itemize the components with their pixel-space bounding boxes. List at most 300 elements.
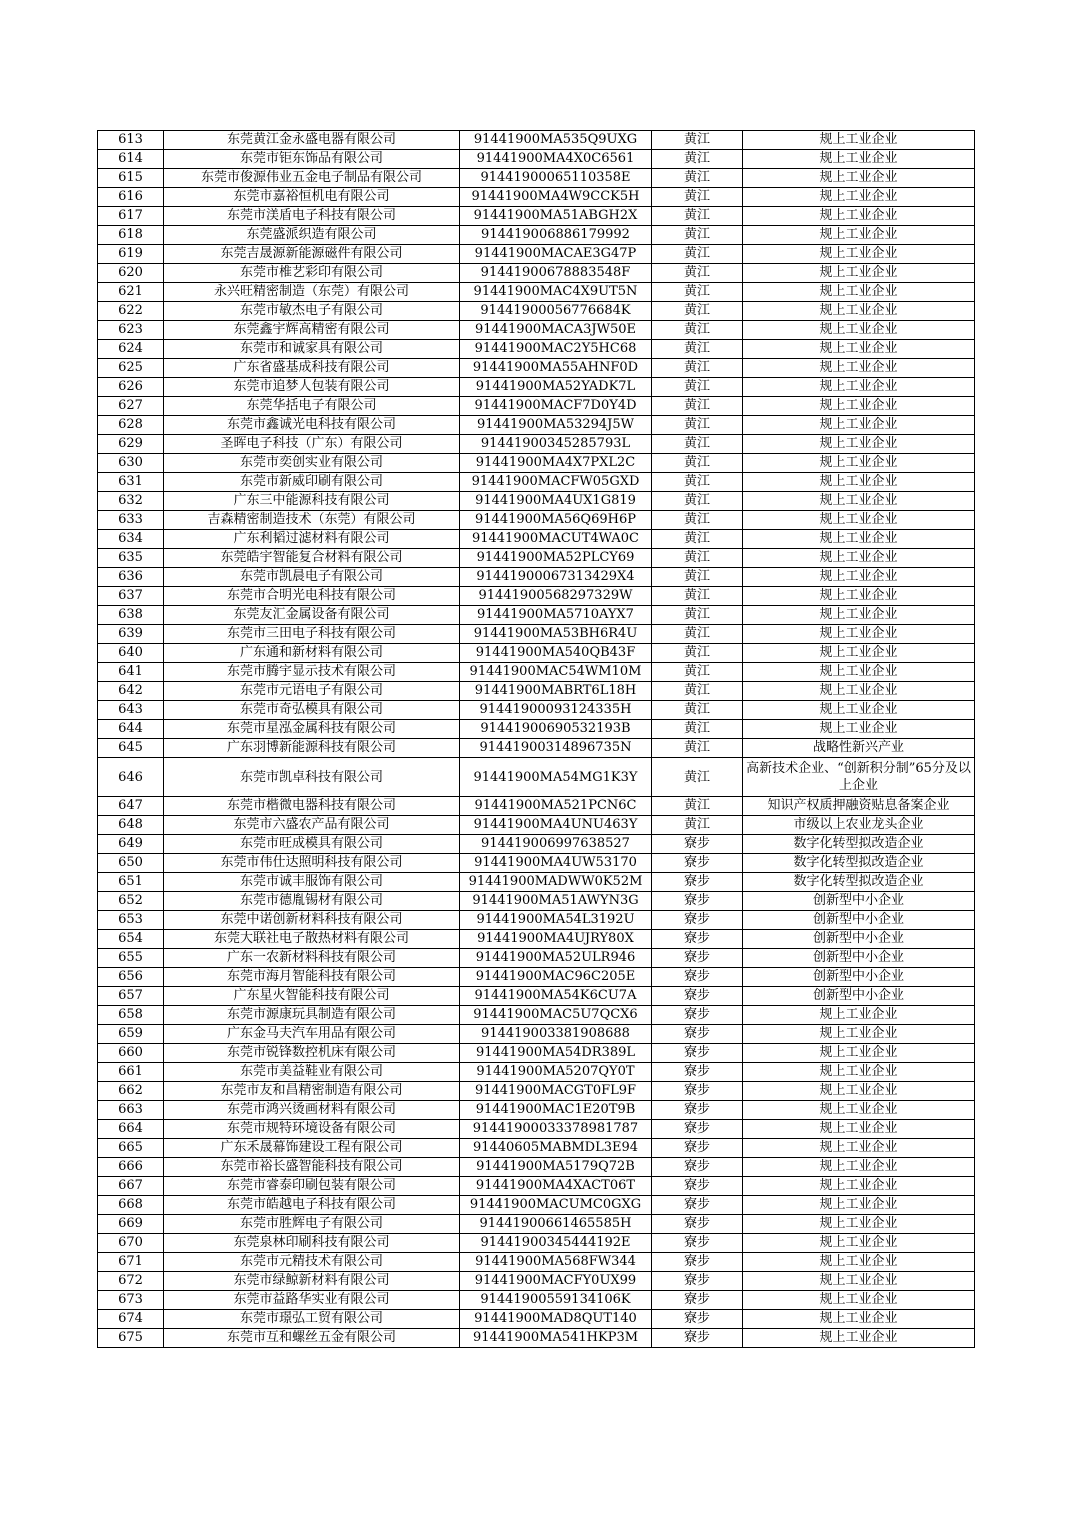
credit-code: 91441900MA535Q9UXG <box>460 131 652 150</box>
enterprise-category: 创新型中小企业 <box>743 949 975 968</box>
credit-code: 91441900MACFW05GXD <box>460 473 652 492</box>
row-number: 650 <box>98 854 164 873</box>
company-name: 东莞市凯卓科技有限公司 <box>164 758 460 797</box>
table-row <box>98 568 975 587</box>
enterprise-category: 市级以上农业龙头企业 <box>743 816 975 835</box>
town: 黄江 <box>652 473 743 492</box>
credit-code: 91441900MAC2Y5HC68 <box>460 340 652 359</box>
credit-code: 91441900568297329W <box>460 587 652 606</box>
credit-code: 91441900MA541HKP3M <box>460 1329 652 1348</box>
enterprise-category: 规上工业企业 <box>743 245 975 264</box>
town: 寮步 <box>652 1272 743 1291</box>
company-name: 东莞市元语电子有限公司 <box>164 682 460 701</box>
table-row <box>98 264 975 283</box>
row-number: 615 <box>98 169 164 188</box>
row-number: 645 <box>98 739 164 758</box>
town: 寮步 <box>652 835 743 854</box>
table-row <box>98 987 975 1006</box>
row-number: 666 <box>98 1158 164 1177</box>
row-number: 671 <box>98 1253 164 1272</box>
town: 黄江 <box>652 359 743 378</box>
town: 寮步 <box>652 854 743 873</box>
table-row <box>98 245 975 264</box>
table-row <box>98 930 975 949</box>
credit-code: 91441900345285793L <box>460 435 652 454</box>
enterprise-category: 创新型中小企业 <box>743 892 975 911</box>
credit-code: 91441900314896735N <box>460 739 652 758</box>
row-number: 638 <box>98 606 164 625</box>
town: 寮步 <box>652 892 743 911</box>
town: 黄江 <box>652 758 743 797</box>
table-row <box>98 435 975 454</box>
company-name: 东莞市三田电子科技有限公司 <box>164 625 460 644</box>
row-number: 669 <box>98 1215 164 1234</box>
credit-code: 91441900033378981787 <box>460 1120 652 1139</box>
row-number: 670 <box>98 1234 164 1253</box>
enterprise-category: 规上工业企业 <box>743 150 975 169</box>
credit-code: 91441900MA4XACT06T <box>460 1177 652 1196</box>
row-number: 662 <box>98 1082 164 1101</box>
company-name: 东莞黄江金永盛电器有限公司 <box>164 131 460 150</box>
town: 寮步 <box>652 1196 743 1215</box>
credit-code: 91441900MA4UX1G819 <box>460 492 652 511</box>
row-number: 660 <box>98 1044 164 1063</box>
company-name: 东莞市楷微电器科技有限公司 <box>164 797 460 816</box>
company-name: 东莞市美益鞋业有限公司 <box>164 1063 460 1082</box>
row-number: 626 <box>98 378 164 397</box>
town: 寮步 <box>652 1329 743 1348</box>
row-number: 649 <box>98 835 164 854</box>
row-number: 643 <box>98 701 164 720</box>
enterprise-category: 规上工业企业 <box>743 511 975 530</box>
town: 寮步 <box>652 968 743 987</box>
company-name: 东莞市鸿兴烫画材料有限公司 <box>164 1101 460 1120</box>
table-row <box>98 873 975 892</box>
town: 黄江 <box>652 264 743 283</box>
table-row <box>98 530 975 549</box>
town: 寮步 <box>652 873 743 892</box>
enterprise-category: 规上工业企业 <box>743 1158 975 1177</box>
company-name: 东莞市追梦人包装有限公司 <box>164 378 460 397</box>
credit-code: 91441900MA52ULR946 <box>460 949 652 968</box>
town: 黄江 <box>652 682 743 701</box>
town: 黄江 <box>652 530 743 549</box>
table-row <box>98 150 975 169</box>
credit-code: 91441900MA5207QY0T <box>460 1063 652 1082</box>
town: 黄江 <box>652 131 743 150</box>
table-row <box>98 797 975 816</box>
town: 寮步 <box>652 1177 743 1196</box>
town: 黄江 <box>652 245 743 264</box>
credit-code: 91441900678883548F <box>460 264 652 283</box>
company-name: 东莞鑫宇辉高精密有限公司 <box>164 321 460 340</box>
company-name: 东莞市胜辉电子有限公司 <box>164 1215 460 1234</box>
enterprise-category: 数字化转型拟改造企业 <box>743 854 975 873</box>
row-number: 637 <box>98 587 164 606</box>
table-row <box>98 968 975 987</box>
enterprise-category: 规上工业企业 <box>743 492 975 511</box>
credit-code: 91441900MAC5U7QCX6 <box>460 1006 652 1025</box>
enterprise-category: 规上工业企业 <box>743 1272 975 1291</box>
enterprise-category: 规上工业企业 <box>743 207 975 226</box>
table-row <box>98 416 975 435</box>
row-number: 632 <box>98 492 164 511</box>
credit-code: 91441900MA52PLCY69 <box>460 549 652 568</box>
enterprise-category: 规上工业企业 <box>743 473 975 492</box>
credit-code: 914419006886179992 <box>460 226 652 245</box>
credit-code: 91441900MA54MG1K3Y <box>460 758 652 797</box>
enterprise-category: 规上工业企业 <box>743 1044 975 1063</box>
row-number: 646 <box>98 758 164 797</box>
row-number: 631 <box>98 473 164 492</box>
enterprise-category: 规上工业企业 <box>743 188 975 207</box>
credit-code: 91441900661465585H <box>460 1215 652 1234</box>
company-name: 广东金马夫汽车用品有限公司 <box>164 1025 460 1044</box>
enterprise-category: 规上工业企业 <box>743 663 975 682</box>
row-number: 624 <box>98 340 164 359</box>
company-name: 东莞市鑫诚光电科技有限公司 <box>164 416 460 435</box>
table-row <box>98 1082 975 1101</box>
town: 黄江 <box>652 207 743 226</box>
row-number: 627 <box>98 397 164 416</box>
row-number: 648 <box>98 816 164 835</box>
town: 黄江 <box>652 663 743 682</box>
row-number: 652 <box>98 892 164 911</box>
enterprise-category: 规上工业企业 <box>743 169 975 188</box>
credit-code: 91441900690532193B <box>460 720 652 739</box>
enterprise-table <box>97 130 975 1348</box>
credit-code: 91441900MA53294J5W <box>460 416 652 435</box>
credit-code: 91441900MA5179Q72B <box>460 1158 652 1177</box>
enterprise-list-sheet <box>97 130 974 1348</box>
row-number: 674 <box>98 1310 164 1329</box>
table-row <box>98 1063 975 1082</box>
table-row <box>98 682 975 701</box>
town: 黄江 <box>652 340 743 359</box>
town: 黄江 <box>652 492 743 511</box>
enterprise-category: 创新型中小企业 <box>743 911 975 930</box>
enterprise-category: 规上工业企业 <box>743 625 975 644</box>
enterprise-category: 规上工业企业 <box>743 359 975 378</box>
enterprise-category: 规上工业企业 <box>743 1101 975 1120</box>
credit-code: 91441900MACUMC0GXG <box>460 1196 652 1215</box>
enterprise-table-body <box>98 131 975 1348</box>
table-row <box>98 492 975 511</box>
town: 黄江 <box>652 816 743 835</box>
table-row <box>98 1215 975 1234</box>
company-name: 东莞市奇弘模具有限公司 <box>164 701 460 720</box>
company-name: 东莞市合明光电科技有限公司 <box>164 587 460 606</box>
table-row <box>98 359 975 378</box>
row-number: 630 <box>98 454 164 473</box>
credit-code: 91441900MAC4X9UT5N <box>460 283 652 302</box>
table-row <box>98 587 975 606</box>
company-name: 东莞大联社电子散热材料有限公司 <box>164 930 460 949</box>
row-number: 663 <box>98 1101 164 1120</box>
town: 黄江 <box>652 644 743 663</box>
company-name: 东莞市敏杰电子有限公司 <box>164 302 460 321</box>
company-name: 东莞市绿鲸新材料有限公司 <box>164 1272 460 1291</box>
row-number: 616 <box>98 188 164 207</box>
row-number: 651 <box>98 873 164 892</box>
table-row <box>98 302 975 321</box>
company-name: 广东星火智能科技有限公司 <box>164 987 460 1006</box>
credit-code: 91441900065110358E <box>460 169 652 188</box>
company-name: 东莞市璟弘工贸有限公司 <box>164 1310 460 1329</box>
row-number: 673 <box>98 1291 164 1310</box>
credit-code: 91441900MACFY0UX99 <box>460 1272 652 1291</box>
enterprise-category: 规上工业企业 <box>743 1082 975 1101</box>
table-row <box>98 1158 975 1177</box>
enterprise-category: 规上工业企业 <box>743 701 975 720</box>
company-name: 东莞市益路华实业有限公司 <box>164 1291 460 1310</box>
enterprise-category: 规上工业企业 <box>743 321 975 340</box>
credit-code: 91441900MA4UNU463Y <box>460 816 652 835</box>
company-name: 东莞市旺成模具有限公司 <box>164 835 460 854</box>
company-name: 东莞市皓越电子科技有限公司 <box>164 1196 460 1215</box>
enterprise-category: 规上工业企业 <box>743 378 975 397</box>
enterprise-category: 规上工业企业 <box>743 1196 975 1215</box>
enterprise-category: 规上工业企业 <box>743 682 975 701</box>
credit-code: 91441900MAD8QUT140 <box>460 1310 652 1329</box>
row-number: 647 <box>98 797 164 816</box>
town: 寮步 <box>652 987 743 1006</box>
table-row <box>98 1272 975 1291</box>
town: 寮步 <box>652 1291 743 1310</box>
town: 黄江 <box>652 283 743 302</box>
town: 黄江 <box>652 511 743 530</box>
table-row <box>98 473 975 492</box>
company-name: 广东禾晟幕饰建设工程有限公司 <box>164 1139 460 1158</box>
town: 黄江 <box>652 587 743 606</box>
company-name: 东莞市海月智能科技有限公司 <box>164 968 460 987</box>
company-name: 东莞市规特环境设备有限公司 <box>164 1120 460 1139</box>
company-name: 东莞市诚丰服饰有限公司 <box>164 873 460 892</box>
credit-code: 914419006997638527 <box>460 835 652 854</box>
table-row <box>98 1139 975 1158</box>
town: 寮步 <box>652 1025 743 1044</box>
credit-code: 91441900MA4X7PXL2C <box>460 454 652 473</box>
enterprise-category: 规上工业企业 <box>743 264 975 283</box>
table-row <box>98 1291 975 1310</box>
table-row <box>98 1006 975 1025</box>
enterprise-category: 规上工业企业 <box>743 1139 975 1158</box>
table-row <box>98 131 975 150</box>
enterprise-category: 规上工业企业 <box>743 1329 975 1348</box>
town: 黄江 <box>652 188 743 207</box>
row-number: 620 <box>98 264 164 283</box>
row-number: 617 <box>98 207 164 226</box>
table-row <box>98 644 975 663</box>
row-number: 634 <box>98 530 164 549</box>
enterprise-category: 规上工业企业 <box>743 340 975 359</box>
table-row <box>98 1025 975 1044</box>
table-row <box>98 1196 975 1215</box>
row-number: 665 <box>98 1139 164 1158</box>
row-number: 633 <box>98 511 164 530</box>
table-row <box>98 911 975 930</box>
town: 黄江 <box>652 397 743 416</box>
row-number: 661 <box>98 1063 164 1082</box>
table-row <box>98 739 975 758</box>
credit-code: 91441900MAC54WM10M <box>460 663 652 682</box>
credit-code: 91441900MABRT6L18H <box>460 682 652 701</box>
table-row <box>98 606 975 625</box>
row-number: 672 <box>98 1272 164 1291</box>
credit-code: 91441900559134106K <box>460 1291 652 1310</box>
enterprise-category: 规上工业企业 <box>743 416 975 435</box>
town: 黄江 <box>652 321 743 340</box>
town: 黄江 <box>652 226 743 245</box>
company-name: 圣晖电子科技（广东）有限公司 <box>164 435 460 454</box>
company-name: 永兴旺精密制造（东莞）有限公司 <box>164 283 460 302</box>
town: 寮步 <box>652 1139 743 1158</box>
company-name: 东莞友汇金属设备有限公司 <box>164 606 460 625</box>
table-row <box>98 1310 975 1329</box>
enterprise-category: 规上工业企业 <box>743 302 975 321</box>
town: 寮步 <box>652 911 743 930</box>
credit-code: 91441900MA4UJRY80X <box>460 930 652 949</box>
row-number: 635 <box>98 549 164 568</box>
town: 黄江 <box>652 416 743 435</box>
company-name: 东莞皓宇智能复合材料有限公司 <box>164 549 460 568</box>
table-row <box>98 1044 975 1063</box>
row-number: 667 <box>98 1177 164 1196</box>
row-number: 622 <box>98 302 164 321</box>
row-number: 658 <box>98 1006 164 1025</box>
credit-code: 91441900MA53BH6R4U <box>460 625 652 644</box>
town: 黄江 <box>652 720 743 739</box>
enterprise-category: 规上工业企业 <box>743 454 975 473</box>
row-number: 644 <box>98 720 164 739</box>
table-row <box>98 340 975 359</box>
credit-code: 91441900MAC96C205E <box>460 968 652 987</box>
table-row <box>98 701 975 720</box>
enterprise-category: 创新型中小企业 <box>743 987 975 1006</box>
company-name: 东莞市元精技术有限公司 <box>164 1253 460 1272</box>
row-number: 675 <box>98 1329 164 1348</box>
company-name: 东莞市锐锋数控机床有限公司 <box>164 1044 460 1063</box>
company-name: 广东通和新材料有限公司 <box>164 644 460 663</box>
company-name: 东莞市钜东饰品有限公司 <box>164 150 460 169</box>
table-row <box>98 949 975 968</box>
enterprise-category: 数字化转型拟改造企业 <box>743 835 975 854</box>
table-row <box>98 188 975 207</box>
credit-code: 91441900MA4X0C6561 <box>460 150 652 169</box>
town: 寮步 <box>652 1215 743 1234</box>
row-number: 664 <box>98 1120 164 1139</box>
town: 寮步 <box>652 1006 743 1025</box>
company-name: 东莞市互和螺丝五金有限公司 <box>164 1329 460 1348</box>
credit-code: 91441900MA55AHNF0D <box>460 359 652 378</box>
credit-code: 91441900MA52YADK7L <box>460 378 652 397</box>
town: 黄江 <box>652 169 743 188</box>
row-number: 642 <box>98 682 164 701</box>
table-row <box>98 1329 975 1348</box>
row-number: 614 <box>98 150 164 169</box>
row-number: 636 <box>98 568 164 587</box>
company-name: 东莞市裕长盛智能科技有限公司 <box>164 1158 460 1177</box>
enterprise-category: 规上工业企业 <box>743 549 975 568</box>
enterprise-category: 规上工业企业 <box>743 530 975 549</box>
enterprise-category: 规上工业企业 <box>743 283 975 302</box>
credit-code: 91441900MACGT0FL9F <box>460 1082 652 1101</box>
credit-code: 91441900067313429X4 <box>460 568 652 587</box>
town: 黄江 <box>652 454 743 473</box>
table-row <box>98 378 975 397</box>
enterprise-category: 规上工业企业 <box>743 1215 975 1234</box>
table-row <box>98 207 975 226</box>
credit-code: 91441900MA54K6CU7A <box>460 987 652 1006</box>
town: 寮步 <box>652 1120 743 1139</box>
company-name: 东莞市凯晨电子有限公司 <box>164 568 460 587</box>
table-row <box>98 625 975 644</box>
enterprise-category: 创新型中小企业 <box>743 930 975 949</box>
enterprise-category: 规上工业企业 <box>743 131 975 150</box>
table-row <box>98 892 975 911</box>
town: 寮步 <box>652 1234 743 1253</box>
table-row <box>98 1120 975 1139</box>
credit-code: 91441900MAC1E20T9B <box>460 1101 652 1120</box>
credit-code: 91441900MA51AWYN3G <box>460 892 652 911</box>
enterprise-category: 知识产权质押融资贴息备案企业 <box>743 797 975 816</box>
row-number: 629 <box>98 435 164 454</box>
enterprise-category: 创新型中小企业 <box>743 968 975 987</box>
table-row <box>98 1177 975 1196</box>
credit-code: 91441900MACA3JW50E <box>460 321 652 340</box>
credit-code: 91441900MA51ABGH2X <box>460 207 652 226</box>
town: 黄江 <box>652 435 743 454</box>
enterprise-category: 规上工业企业 <box>743 397 975 416</box>
table-row <box>98 1234 975 1253</box>
company-name: 东莞市嘉裕恒机电有限公司 <box>164 188 460 207</box>
town: 黄江 <box>652 797 743 816</box>
company-name: 吉森精密制造技术（东莞）有限公司 <box>164 511 460 530</box>
enterprise-category: 规上工业企业 <box>743 1234 975 1253</box>
town: 寮步 <box>652 1044 743 1063</box>
company-name: 东莞市睿泰印刷包装有限公司 <box>164 1177 460 1196</box>
credit-code: 91441900MACUT4WA0C <box>460 530 652 549</box>
row-number: 668 <box>98 1196 164 1215</box>
enterprise-category: 规上工业企业 <box>743 1063 975 1082</box>
town: 寮步 <box>652 1253 743 1272</box>
town: 寮步 <box>652 1082 743 1101</box>
company-name: 东莞市椎艺彩印有限公司 <box>164 264 460 283</box>
credit-code: 91441900MACF7D0Y4D <box>460 397 652 416</box>
row-number: 659 <box>98 1025 164 1044</box>
town: 黄江 <box>652 549 743 568</box>
town: 寮步 <box>652 1063 743 1082</box>
credit-code: 91441900MA540QB43F <box>460 644 652 663</box>
enterprise-category: 规上工业企业 <box>743 1025 975 1044</box>
table-row <box>98 1253 975 1272</box>
town: 寮步 <box>652 1158 743 1177</box>
row-number: 641 <box>98 663 164 682</box>
town: 寮步 <box>652 1101 743 1120</box>
table-row <box>98 454 975 473</box>
enterprise-category: 规上工业企业 <box>743 226 975 245</box>
credit-code: 91441900MA54DR389L <box>460 1044 652 1063</box>
enterprise-category: 规上工业企业 <box>743 606 975 625</box>
company-name: 东莞吉晟源新能源磁件有限公司 <box>164 245 460 264</box>
row-number: 653 <box>98 911 164 930</box>
table-row <box>98 663 975 682</box>
credit-code: 91441900MA5710AYX7 <box>460 606 652 625</box>
town: 黄江 <box>652 568 743 587</box>
credit-code: 914419003381908688 <box>460 1025 652 1044</box>
enterprise-category: 规上工业企业 <box>743 1253 975 1272</box>
table-row <box>98 283 975 302</box>
